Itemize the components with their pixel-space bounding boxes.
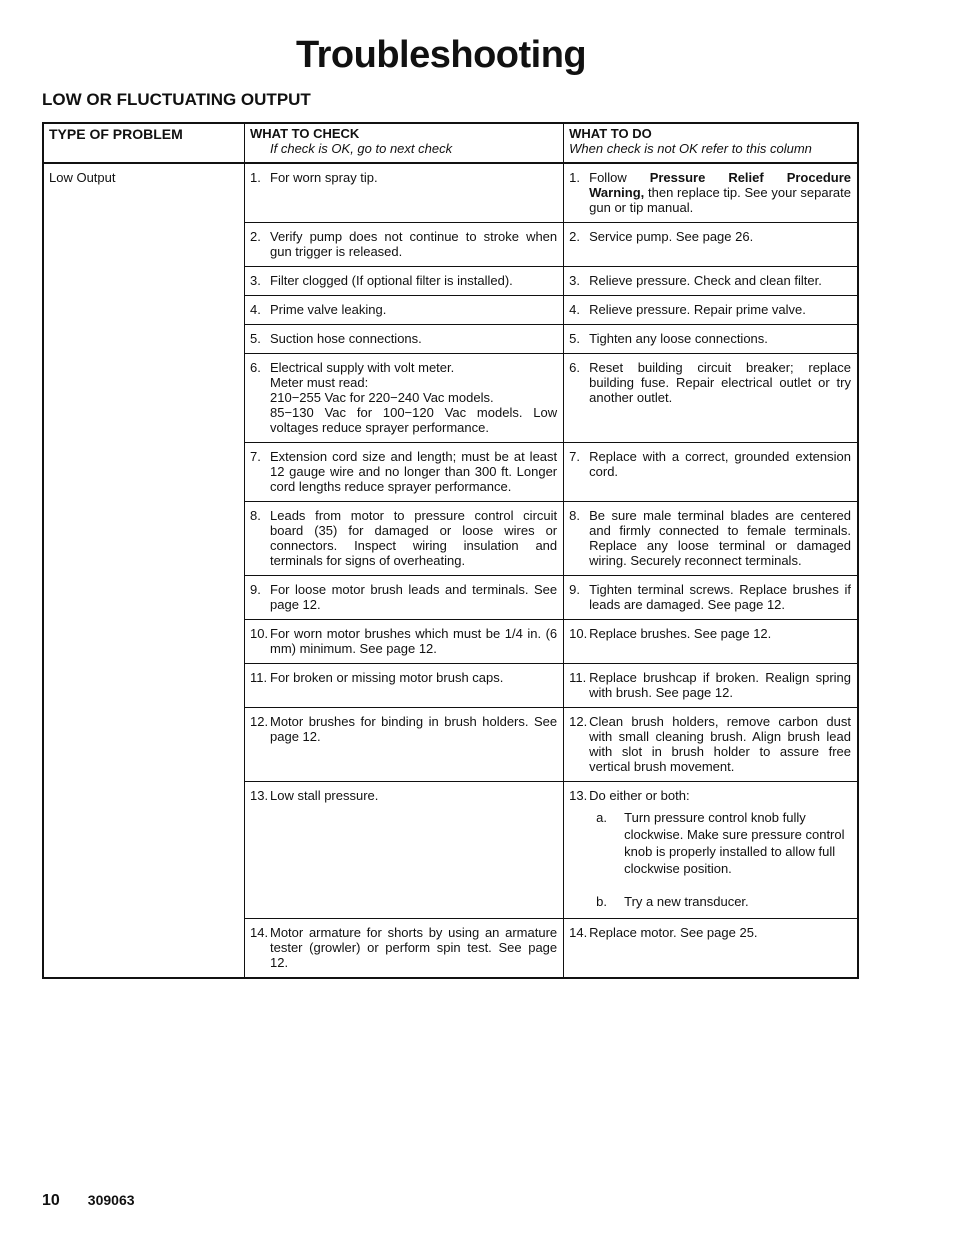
header-what-to-check xyxy=(245,123,564,163)
table-header-row xyxy=(43,123,858,163)
check-text: For worn motor brushes which must be 1/4 in. (6 mm) minimum. See page 12. xyxy=(270,626,558,656)
action-number: 6. xyxy=(569,360,580,375)
action-cell xyxy=(564,163,858,223)
action-text: Relieve pressure. Repair prime valve. xyxy=(589,302,806,317)
action-number: 8. xyxy=(569,508,580,523)
action-cell xyxy=(564,502,858,576)
action-number: 5. xyxy=(569,331,580,346)
check-cell xyxy=(245,223,564,267)
action-cell xyxy=(564,782,858,919)
check-cell xyxy=(245,502,564,576)
action-cell xyxy=(564,296,858,325)
check-number: 9. xyxy=(250,582,261,597)
action-text: Be sure male terminal blades are centered and firmly connected to female terminals. Replace any loose terminal or damaged wiring. Securely reconnect terminals. xyxy=(589,508,851,568)
table-row xyxy=(43,163,858,223)
action-sublist xyxy=(596,809,851,910)
action-subitem xyxy=(596,893,851,910)
check-text xyxy=(270,360,557,435)
subitem-text: Turn pressure control knob fully clockwise. Make sure pressure control knob is properly installed to allow full clockwise position. xyxy=(624,810,845,876)
action-text: Replace motor. See page 25. xyxy=(589,925,758,940)
check-text: Suction hose connections. xyxy=(270,331,422,346)
check-cell xyxy=(245,443,564,502)
check-line: 210−255 Vac for 220−240 Vac models. xyxy=(270,390,494,405)
action-cell xyxy=(564,223,858,267)
problem-cell: Low Output xyxy=(43,163,245,978)
check-cell xyxy=(245,782,564,919)
header-what-to-do xyxy=(564,123,858,163)
check-number: 7. xyxy=(250,449,261,464)
check-line: 85−130 Vac for 100−120 Vac models. Low voltages reduce sprayer performance. xyxy=(270,405,558,435)
check-number: 8. xyxy=(250,508,261,523)
check-number: 11. xyxy=(250,670,268,685)
document-number: 309063 xyxy=(87,1192,135,1208)
check-text: Leads from motor to pressure control circuit board (35) for damaged or loose wires or connectors. Inspect wiring insulation and terminals for signs of overheating. xyxy=(270,508,558,568)
action-text: Replace brushes. See page 12. xyxy=(589,626,772,641)
pressure-relief-warning-ref: Pressure Relief Procedure Warning, xyxy=(589,170,851,200)
action-text-post: then replace tip. See your separate gun or tip manual. xyxy=(589,185,851,215)
check-number: 12. xyxy=(250,714,269,729)
check-line: Electrical supply with volt meter. xyxy=(270,360,455,375)
action-number: 7. xyxy=(569,449,580,464)
action-number: 13. xyxy=(569,788,588,803)
header-what-to-check-note: If check is OK, go to next check xyxy=(270,141,453,156)
check-number: 14. xyxy=(250,925,269,940)
subitem-letter: a. xyxy=(596,810,607,825)
action-text-pre: Follow xyxy=(589,170,650,185)
check-cell xyxy=(245,664,564,708)
action-cell xyxy=(564,354,858,443)
check-number: 2. xyxy=(250,229,261,244)
action-text: Service pump. See page 26. xyxy=(589,229,754,244)
action-text: Do either or both: xyxy=(589,788,690,803)
header-what-to-do-note: When check is not OK refer to this column xyxy=(569,141,812,156)
action-cell xyxy=(564,576,858,620)
check-text: Motor brushes for binding in brush holders. See page 12. xyxy=(270,714,558,744)
check-number: 5. xyxy=(250,331,261,346)
header-what-to-check-label: WHAT TO CHECK xyxy=(250,126,360,141)
check-text: Filter clogged (If optional filter is installed). xyxy=(270,273,513,288)
header-type-of-problem xyxy=(43,123,245,163)
action-text xyxy=(589,170,851,215)
check-number: 1. xyxy=(250,170,261,185)
action-number: 10. xyxy=(569,626,588,641)
header-what-to-do-label: WHAT TO DO xyxy=(569,126,652,141)
action-number: 1. xyxy=(569,170,580,185)
action-text: Replace with a correct, grounded extension cord. xyxy=(589,449,851,479)
check-cell xyxy=(245,354,564,443)
action-text: Clean brush holders, remove carbon dust with small cleaning brush. Align brush lead with slot in brush holder to assure free vertical brush movement. xyxy=(589,714,851,774)
check-text: Prime valve leaking. xyxy=(270,302,387,317)
check-number: 6. xyxy=(250,360,261,375)
check-text: Extension cord size and length; must be at least 12 gauge wire and no longer than 300 ft. Longer cord lengths reduce sprayer performance. xyxy=(270,449,558,494)
subitem-letter: b. xyxy=(596,894,607,909)
subitem-text: Try a new transducer. xyxy=(624,894,749,909)
check-cell xyxy=(245,325,564,354)
action-number: 2. xyxy=(569,229,580,244)
action-number: 3. xyxy=(569,273,580,288)
action-text: Replace brushcap if broken. Realign spring with brush. See page 12. xyxy=(589,670,851,700)
check-cell xyxy=(245,576,564,620)
action-text: Reset building circuit breaker; replace building fuse. Repair electrical outlet or try another outlet. xyxy=(589,360,851,405)
check-cell xyxy=(245,163,564,223)
action-cell xyxy=(564,325,858,354)
action-number: 12. xyxy=(569,714,588,729)
check-number: 3. xyxy=(250,273,261,288)
page-title: Troubleshooting xyxy=(296,34,587,76)
check-text: For broken or missing motor brush caps. xyxy=(270,670,504,685)
action-number: 9. xyxy=(569,582,580,597)
action-cell xyxy=(564,919,858,979)
check-cell xyxy=(245,620,564,664)
check-text: Motor armature for shorts by using an armature tester (growler) or perform spin test. See page 12. xyxy=(270,925,558,970)
page-footer xyxy=(42,1192,135,1210)
check-text: Verify pump does not continue to stroke when gun trigger is released. xyxy=(270,229,558,259)
action-text: Tighten any loose connections. xyxy=(589,331,768,346)
header-type-of-problem-label: TYPE OF PROBLEM xyxy=(49,126,183,142)
action-number: 14. xyxy=(569,925,588,940)
troubleshooting-table xyxy=(42,122,859,979)
action-cell xyxy=(564,664,858,708)
page-number: 10 xyxy=(42,1192,60,1209)
check-cell xyxy=(245,919,564,979)
check-number: 13. xyxy=(250,788,269,803)
check-text: For worn spray tip. xyxy=(270,170,378,185)
action-cell xyxy=(564,443,858,502)
action-cell xyxy=(564,708,858,782)
action-number: 4. xyxy=(569,302,580,317)
action-text: Tighten terminal screws. Replace brushes if leads are damaged. See page 12. xyxy=(589,582,851,612)
check-cell xyxy=(245,296,564,325)
check-number: 4. xyxy=(250,302,261,317)
action-cell xyxy=(564,620,858,664)
check-line: Meter must read: xyxy=(270,375,369,390)
check-text: Low stall pressure. xyxy=(270,788,379,803)
action-text: Relieve pressure. Check and clean filter. xyxy=(589,273,822,288)
action-number: 11. xyxy=(569,670,587,685)
section-title: LOW OR FLUCTUATING OUTPUT xyxy=(42,90,311,109)
action-cell xyxy=(564,267,858,296)
check-text: For loose motor brush leads and terminals. See page 12. xyxy=(270,582,558,612)
check-cell xyxy=(245,708,564,782)
check-cell xyxy=(245,267,564,296)
check-number: 10. xyxy=(250,626,269,641)
action-subitem xyxy=(596,809,851,877)
